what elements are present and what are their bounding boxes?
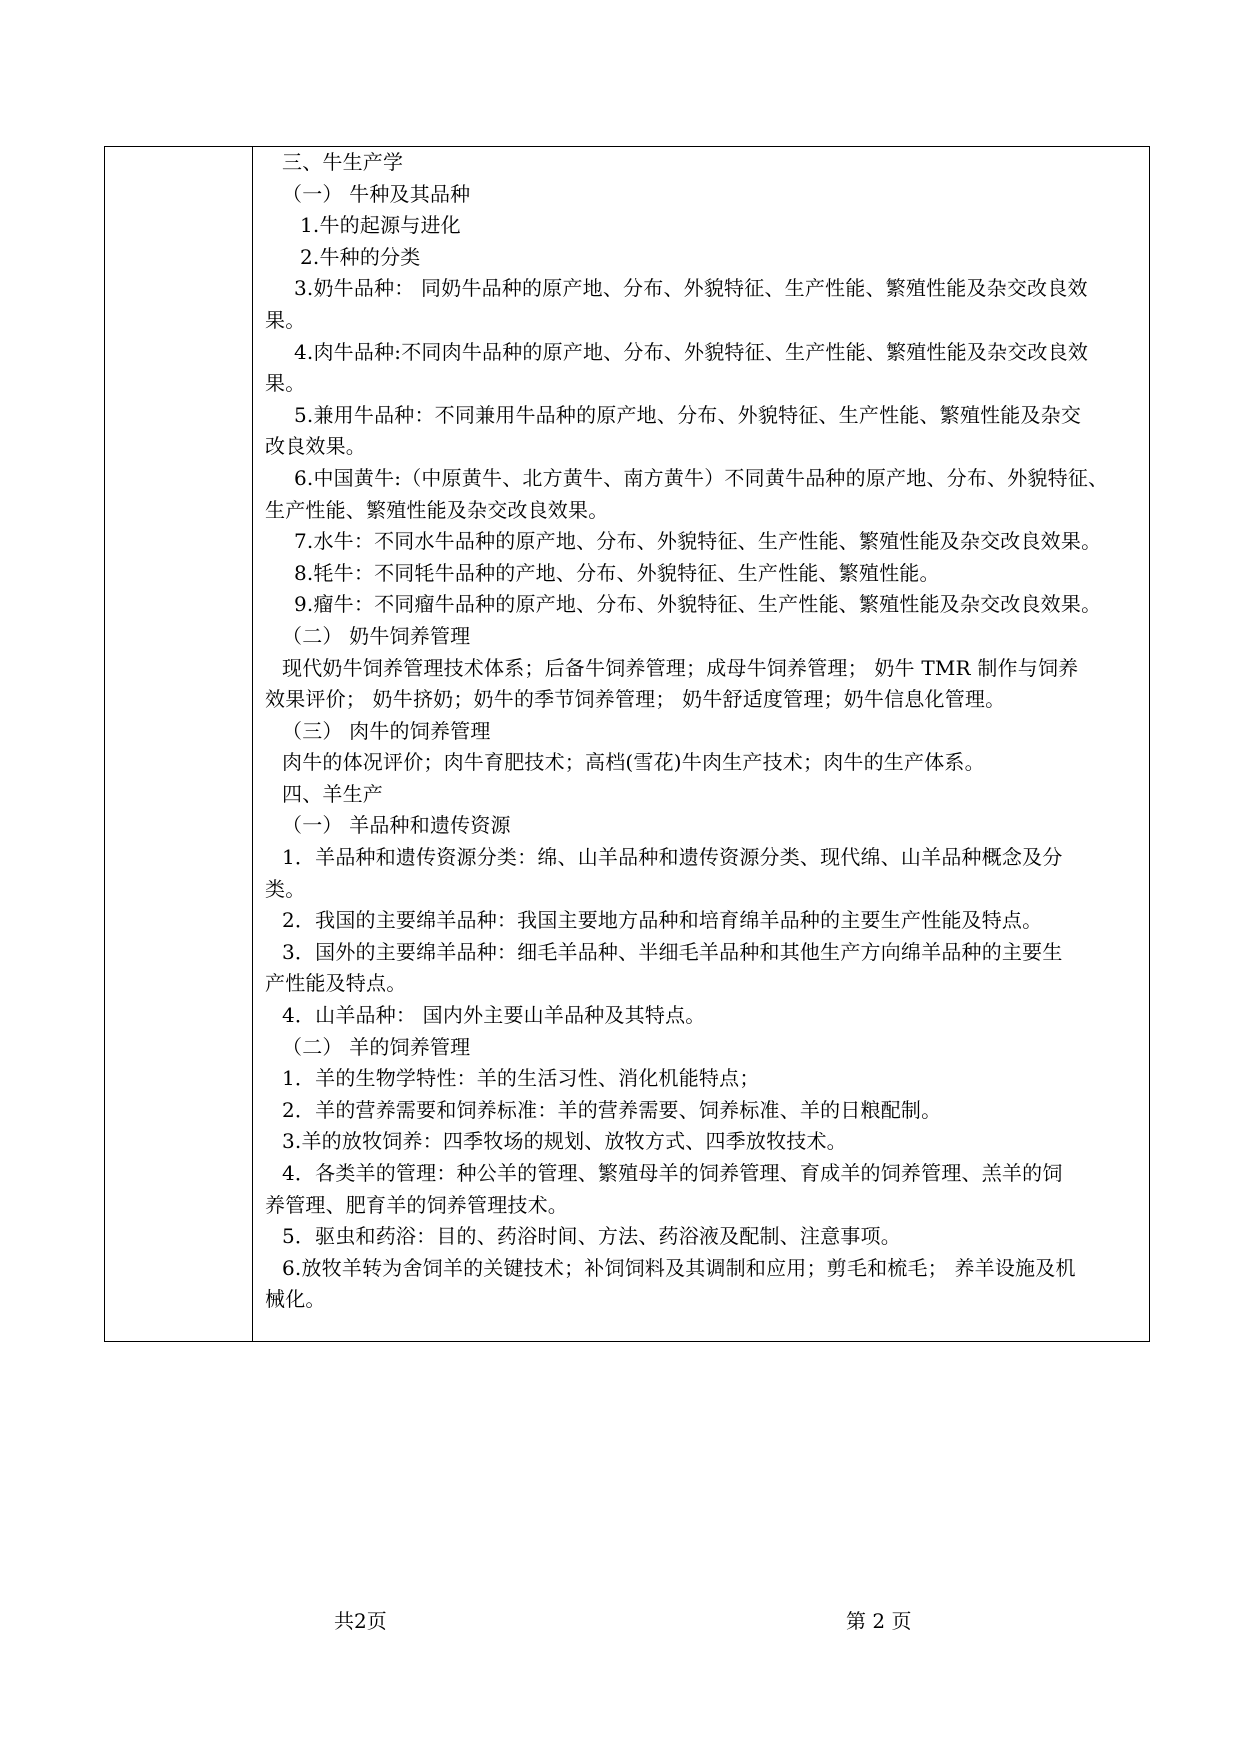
subsection-heading: （二） 羊的饲养管理 <box>282 1034 471 1059</box>
list-item: 3.羊的放牧饲养：四季牧场的规划、放牧方式、四季放牧技术。 <box>282 1129 847 1154</box>
list-item: 6.放牧羊转为舍饲羊的关键技术；补饲饲料及其调制和应用；剪毛和梳毛； 养羊设施及机 <box>282 1255 1076 1280</box>
list-item: 2．羊的营养需要和饲养标准：羊的营养需要、饲养标准、羊的日粮配制。 <box>282 1097 942 1122</box>
list-item-continuation: 产性能及特点。 <box>265 971 407 996</box>
page-number-label: 第 2 页 <box>846 1609 912 1633</box>
list-item: 4.肉牛品种:不同肉牛品种的原产地、分布、外貌特征、生产性能、繁殖性能及杂交改良效 <box>294 339 1089 364</box>
list-item: 3．国外的主要绵羊品种：细毛羊品种、半细毛羊品种和其他生产方向绵羊品种的主要生 <box>282 939 1063 964</box>
list-item: 5．驱虫和药浴：目的、药浴时间、方法、药浴液及配制、注意事项。 <box>282 1224 901 1249</box>
paragraph-continuation: 效果评价； 奶牛挤奶；奶牛的季节饲养管理； 奶牛舒适度管理；奶牛信息化管理。 <box>265 687 1006 712</box>
section-heading: 三、牛生产学 <box>282 150 404 174</box>
list-item: 7.水牛：不同水牛品种的原产地、分布、外貌特征、生产性能、繁殖性能及杂交改良效果。 <box>294 529 1102 554</box>
paragraph: 现代奶牛饲养管理技术体系；后备牛饲养管理；成母牛饲养管理； 奶牛 TMR 制作与饲养 <box>282 655 1079 680</box>
list-item-continuation: 类。 <box>265 876 306 901</box>
list-item: 4．各类羊的管理：种公羊的管理、繁殖母羊的饲养管理、育成羊的饲养管理、羔羊的饲 <box>282 1161 1063 1185</box>
subsection-heading: （一） 羊品种和遗传资源 <box>282 813 511 838</box>
list-item-continuation: 改良效果。 <box>265 434 366 459</box>
subsection-heading: （三） 肉牛的饲养管理 <box>282 718 491 743</box>
list-item-continuation: 械化。 <box>265 1287 326 1312</box>
list-item: 8.牦牛：不同牦牛品种的产地、分布、外貌特征、生产性能、繁殖性能。 <box>294 560 940 585</box>
list-item-continuation: 果。 <box>265 371 306 396</box>
column-divider <box>252 147 253 1341</box>
list-item: 3.奶牛品种： 同奶牛品种的原产地、分布、外貌特征、生产性能、繁殖性能及杂交改良效 <box>294 276 1088 301</box>
list-item: 9.瘤牛：不同瘤牛品种的原产地、分布、外貌特征、生产性能、繁殖性能及杂交改良效果。 <box>294 592 1102 617</box>
content-cell <box>265 147 1142 1316</box>
list-item: 4．山羊品种： 国内外主要山羊品种及其特点。 <box>282 1003 706 1028</box>
list-item-continuation: 果。 <box>265 307 306 332</box>
list-item: 2.牛种的分类 <box>300 244 421 269</box>
list-item: 6.中国黄牛:（中原黄牛、北方黄牛、南方黄牛）不同黄牛品种的原产地、分布、外貌特征、 <box>294 465 1109 490</box>
subsection-heading: （二） 奶牛饲养管理 <box>282 623 471 648</box>
list-item-continuation: 养管理、肥育羊的饲养管理技术。 <box>265 1192 568 1217</box>
document-table <box>104 146 1150 1342</box>
list-item: 1.牛的起源与进化 <box>300 213 461 238</box>
list-item: 1．羊的生物学特性：羊的生活习性、消化机能特点； <box>282 1066 760 1091</box>
list-item: 1．羊品种和遗传资源分类：绵、山羊品种和遗传资源分类、现代绵、山羊品种概念及分 <box>282 845 1063 870</box>
subsection-heading: （一） 牛种及其品种 <box>282 181 471 206</box>
section-heading: 四、羊生产 <box>282 781 383 806</box>
list-item-continuation: 生产性能、繁殖性能及杂交改良效果。 <box>265 497 609 522</box>
list-item: 2．我国的主要绵羊品种：我国主要地方品种和培育绵羊品种的主要生产性能及特点。 <box>282 908 1043 933</box>
list-item: 5.兼用牛品种：不同兼用牛品种的原产地、分布、外貌特征、生产性能、繁殖性能及杂交 <box>294 402 1082 427</box>
total-pages-label: 共2页 <box>334 1609 387 1633</box>
paragraph: 肉牛的体况评价；肉牛育肥技术；高档(雪花)牛肉生产技术；肉牛的生产体系。 <box>282 750 985 775</box>
